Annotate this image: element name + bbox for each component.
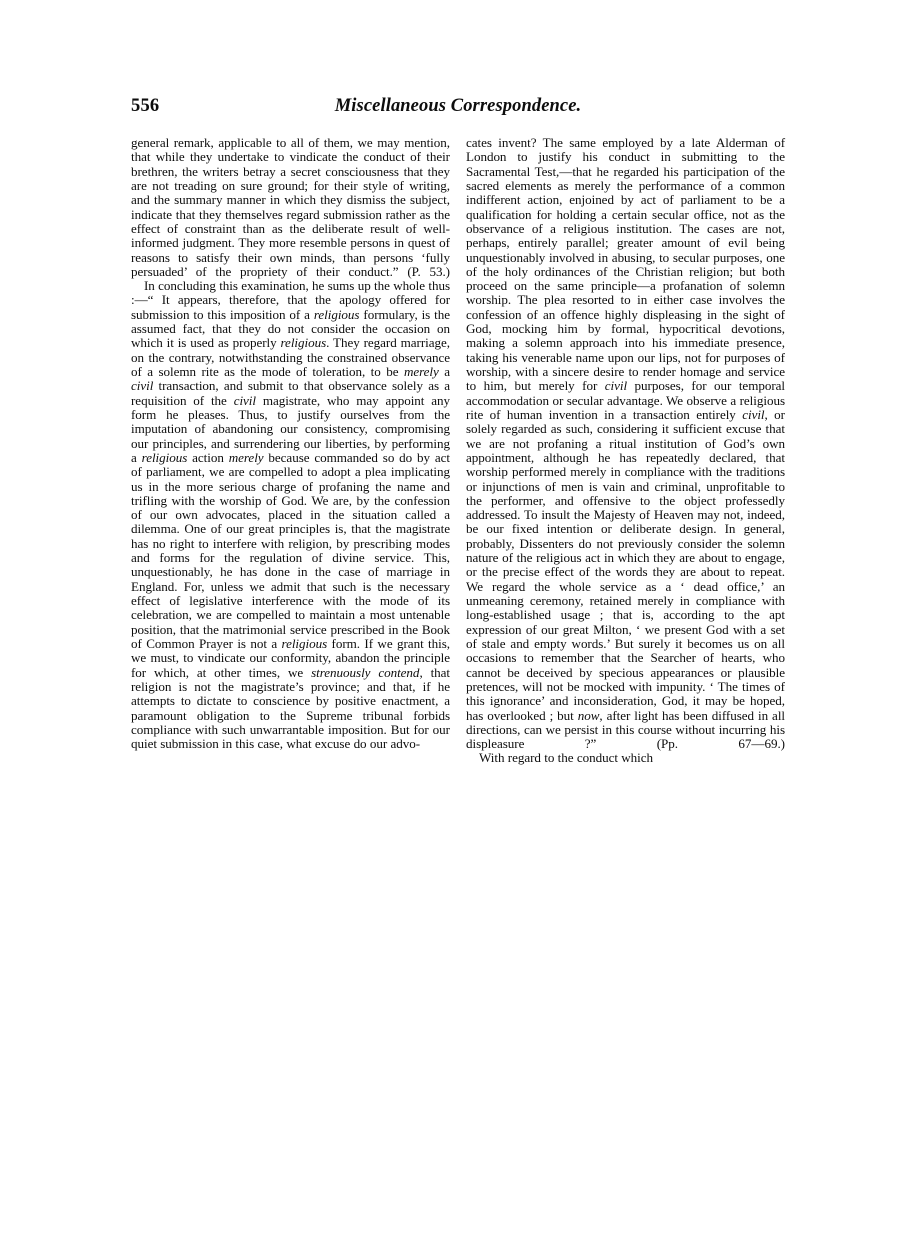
paragraph: general remark, applicable to all of them, we may mention, that while they undertake to vindicate the conduct of their brethren, the writers betray a secret consciousness that they are not treading on sure ground; for their style of writing, and the summary manner in which they dismiss the subject, indicate that they themselves regard submission rather as the effect of constraint than as the deliberate result of well-informed judgment. They more resemble persons in quest of reasons to satisfy their own minds, than persons ‘fully persuaded’ of the propriety of their conduct.” (P. 53.) bbox=[131, 135, 450, 279]
running-head-title: Miscellaneous Correspondence. bbox=[334, 96, 582, 116]
paragraph: With regard to the conduct which bbox=[479, 750, 653, 766]
running-head bbox=[131, 95, 785, 117]
paragraph: cates invent? The same employed by a late Alderman of London to justify his conduct in submitting to the Sacramental Test,—that he regarded his participation of the sacred elements as merely the performance of a common indifferent action, enjoined by act of parliament to be a qualification for holding a certain secular office, not as the observance of a religious institution. The cases are not, perhaps, entirely parallel; greater amount of evil being unquestionably involved in abusing, to secular purposes, one of the holy ordinances of the Christian religion; but both proceed on the same principle—a profanation of solemn worship. The plea resorted to in either case involves the confession of an offence highly displeasing in the sight of God, mocking him by formal, hypocritical devotions, making a solemn approach into his immediate presence, taking his venerable name upon our lips, not for purposes of worship, with a sincere desire to render homage and service to him, but merely for civil purposes, for our temporal accommodation or secular advantage. We observe a religious rite of human invention in a transaction entirely civil, or solely regarded as such, considering it sufficient excuse that we are not profaning a ritual institution of God’s own appointment, although he has repeatedly declared, that worship performed merely in compliance with the traditions or injunctions of men is vain and criminal, unprofitable to the performer, and offensive to the object professedly addressed. To insult the Majesty of Heaven may not, indeed, be our fixed intention or deliberate design. In general, probably, Dissenters do not previously consider the solemn nature of the religious act in which they are about to engage, or the precise effect of the words they are about to repeat. We regard the whole service as a ‘ dead office,’ an unmeaning ceremony, retained merely in compliance with long-established usage ; that is, according to the apt expression of our great Milton, ‘ we present God with a set of stale and empty words.’ But surely it becomes us on all occasions to remember that the Searcher of hearts, who cannot be deceived by specious appearances or plausible pretences, will not be mocked with impunity. ‘ The times of this ignorance’ and inconsideration, God, it may be hoped, has overlooked ; but now, after light has been diffused in all directions, can we persist in this course without incurring his displeasure ?” (Pp. 67—69.) bbox=[466, 135, 785, 752]
column-left bbox=[131, 136, 450, 751]
paragraph: In concluding this examination, he sums up the whole thus :—“ It appears, therefore, that the apology offered for submission to this imposition of a religious formulary, is the assumed fact, that they do not consider the occasion on which it is used as properly religious. They regard marriage, on the contrary, notwithstanding the constrained observance of a solemn rite as the mode of toleration, to be merely a civil transaction, and submit to that observance solely as a requisition of the civil magistrate, who may appoint any form he pleases. Thus, to justify ourselves from the imputation of abandoning our consistency, compromising our principles, and surrendering our liberties, by performing a religious action merely because commanded so do by act of parliament, we are compelled to adopt a plea implicating us in the more serious charge of profaning the name and trifling with the worship of God. We are, by the confession of our own advocates, placed in the situation called a dilemma. One of our great principles is, that the magistrate has no right to interfere with religion, by prescribing modes and forms for the regulation of divine service. This, unquestionably, he has done in the case of marriage in England. For, unless we admit that such is the necessary effect of legislative interference with the mode of its celebration, we are compelled to maintain a most untenable position, that the matrimonial service prescribed in the Book of Common Prayer is not a religious form. If we grant this, we must, to vindicate our conformity, abandon the principle for which, at other times, we strenuously contend, that religion is not the magistrate’s province; and that, if he attempts to dictate to conscience by positive enactment, a paramount obligation to the Supreme tribunal forbids compliance with such unwarrantable imposition. But for our quiet submission in this case, what excuse do our advo- bbox=[131, 278, 451, 752]
column-right bbox=[466, 136, 785, 766]
page-folio-number: 556 bbox=[131, 96, 160, 116]
